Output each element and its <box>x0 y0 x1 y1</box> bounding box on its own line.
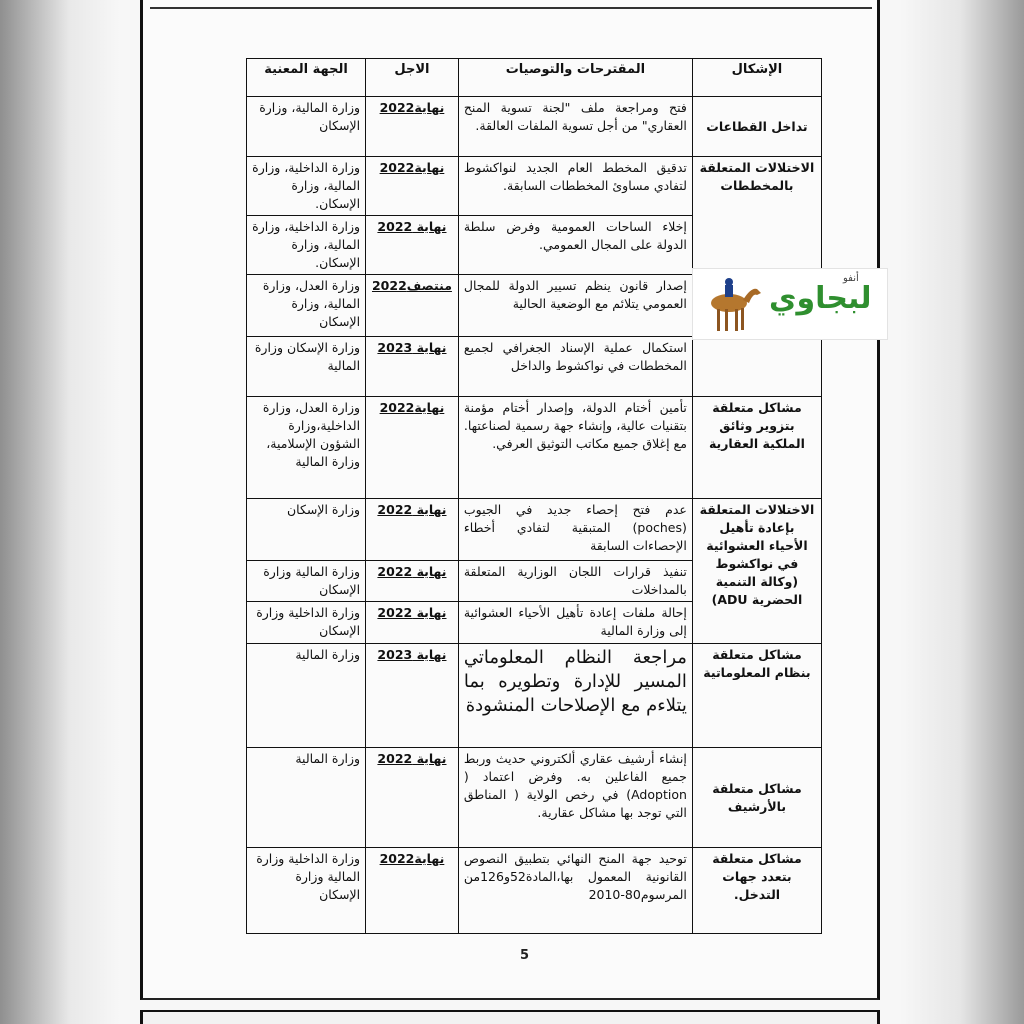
recommendation-cell: تدقيق المخطط العام الجديد لنواكشوط لتفادي مساوئ المخططات السابقة. <box>458 157 692 216</box>
entity-cell: وزارة الداخلية، وزارة المالية، وزارة الإسكان. <box>247 157 366 216</box>
deadline-cell: نهاية 2023 <box>366 337 459 397</box>
deadline-cell: منتصف2022 <box>366 275 459 337</box>
entity-cell: وزارة العدل، وزارة الداخلية،وزارة الشؤون الإسلامية، وزارة المالية <box>247 397 366 499</box>
entity-cell: وزارة المالية <box>247 644 366 748</box>
recommendation-cell: مراجعة النظام المعلوماتي المسير للإدارة وتطويره بما يتلاءم مع الإصلاحات المنشودة <box>458 644 692 748</box>
table-row <box>247 748 822 848</box>
logo-small-text: أنفو <box>843 273 859 284</box>
problem-cell: مشاكل متعلقة بتزوير وثائق الملكية العقارية <box>692 397 821 499</box>
table-row <box>247 848 822 934</box>
problem-cell: مشاكل متعلقة بنظام المعلوماتية <box>692 644 821 748</box>
table-row <box>247 644 822 748</box>
recommendation-cell: استكمال عملية الإسناد الجغرافي لجميع المخططات في نواكشوط والداخل <box>458 337 692 397</box>
problem-cell: تداخل القطاعات <box>692 97 821 157</box>
entity-cell: وزارة الداخلية، وزارة المالية، وزارة الإسكان. <box>247 216 366 275</box>
entity-cell: وزارة الإسكان وزارة المالية <box>247 337 366 397</box>
deadline-cell: نهاية 2022 <box>366 216 459 275</box>
header-recommendations: المقترحات والتوصيات <box>458 59 692 97</box>
deadline-cell: نهاية 2022 <box>366 561 459 602</box>
table-row <box>247 499 822 561</box>
page-number: 5 <box>520 948 530 963</box>
entity-cell: وزارة الداخلية وزارة المالية وزارة الإسكان <box>247 848 366 934</box>
header-entity: الجهة المعنية <box>247 59 366 97</box>
entity-cell: وزارة العدل، وزارة المالية، وزارة الإسكان <box>247 275 366 337</box>
deadline-cell: نهاية2022 <box>366 157 459 216</box>
recommendation-cell: تأمين أختام الدولة، وإصدار أختام مؤمنة بتقنيات عالية، وإنشاء جهة رسمية لصناعتها. مع إغلاق جميع مكاتب التوثيق العرفي. <box>458 397 692 499</box>
recommendation-cell: عدم فتح إحصاء جديد في الجيوب (poches) المتبقية لتفادي أخطاء الإحصاءات السابقة <box>458 499 692 561</box>
problem-cell: الاختلالات المتعلقة بالمخططات <box>692 157 821 397</box>
recommendation-cell: إخلاء الساحات العمومية وفرض سلطة الدولة على المجال العمومي. <box>458 216 692 275</box>
table-row <box>247 97 822 157</box>
entity-cell: وزارة الداخلية وزارة الإسكان <box>247 602 366 644</box>
watermark-logo <box>692 268 888 340</box>
deadline-cell: نهاية 2022 <box>366 499 459 561</box>
deadline-cell: نهاية2022 <box>366 97 459 157</box>
deadline-cell: نهاية2022 <box>366 848 459 934</box>
recommendation-cell: فتح ومراجعة ملف "لجنة تسوية المنح العقاري" من أجل تسوية الملفات العالقة. <box>458 97 692 157</box>
deadline-cell: نهاية 2022 <box>366 602 459 644</box>
recommendation-cell: توحيد جهة المنح النهائي بتطبيق النصوص القانونية المعمول بها،المادة52و126من المرسوم80-2010 <box>458 848 692 934</box>
table-row <box>247 157 822 216</box>
recommendation-cell: إنشاء أرشيف عقاري ألكتروني حديث وربط جميع الفاعلين به. وفرض اعتماد ( Adoption) في رخص الولاية ( المناطق التي توجد بها مشاكل عقارية. <box>458 748 692 848</box>
table-header-row <box>247 59 822 97</box>
entity-cell: وزارة الإسكان <box>247 499 366 561</box>
recommendation-cell: إحالة ملفات إعادة تأهيل الأحياء العشوائية إلى وزارة المالية <box>458 602 692 644</box>
logo-main-text: لبجاوي <box>769 281 872 316</box>
entity-cell: وزارة المالية وزارة الإسكان <box>247 561 366 602</box>
deadline-cell: نهاية 2023 <box>366 644 459 748</box>
entity-cell: وزارة المالية <box>247 748 366 848</box>
problem-cell: مشاكل متعلقة بتعدد جهات التدخل. <box>692 848 821 934</box>
recommendation-cell: إصدار قانون ينظم تسيير الدولة للمجال العمومي يتلائم مع الوضعية الحالية <box>458 275 692 337</box>
header-problem: الإشكال <box>692 59 821 97</box>
header-deadline: الاجل <box>366 59 459 97</box>
next-page-edge <box>140 1010 880 1024</box>
problem-cell: مشاكل متعلقة بالأرشيف <box>692 748 821 848</box>
entity-cell: وزارة المالية، وزارة الإسكان <box>247 97 366 157</box>
recommendations-table <box>246 58 822 934</box>
deadline-cell: نهاية2022 <box>366 397 459 499</box>
table-row <box>247 397 822 499</box>
camel-icon <box>699 273 769 337</box>
recommendation-cell: تنفيذ قرارات اللجان الوزارية المتعلقة بالمداخلات <box>458 561 692 602</box>
deadline-cell: نهاية 2022 <box>366 748 459 848</box>
page-top-border <box>150 7 872 9</box>
problem-cell: الاختلالات المتعلقة بإعادة تأهيل الأحياء العشوائية في نواكشوط (وكالة التنمية الحضرية ADU) <box>692 499 821 644</box>
